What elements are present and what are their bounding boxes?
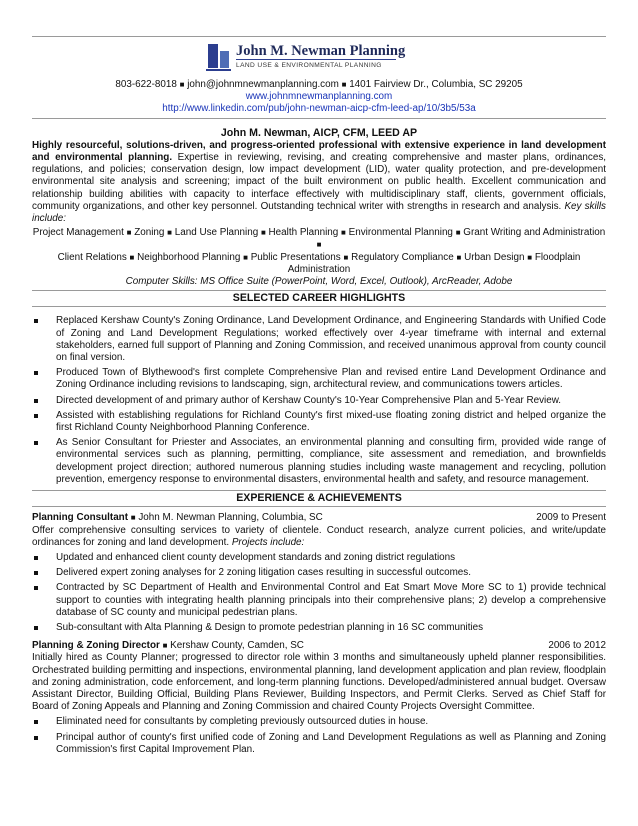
list-item: As Senior Consultant for Priester and Associates, an environmental planning and consulting firm, provided wide range of environmental services such as planning, permitting, compliance, site assessment and remediation, and brownfields development project direction; authored numerous planning studies including waste management and recycling, pollution prevention, emergency response to environmental disasters, environmental health and safety, and resource management. xyxy=(32,437,606,486)
logo-tagline: LAND USE & ENVIRONMENTAL PLANNING xyxy=(236,62,382,69)
website-link[interactable]: www.johnmnewmanplanning.com xyxy=(245,91,393,103)
computer-skills: Computer Skills: MS Office Suite (PowerPoint, Word, Excel, Outlook), ArcReader, Adobe xyxy=(125,276,513,288)
skill: Client Relations xyxy=(57,251,127,263)
list-item: Assisted with establishing regulations for Richland County's first mixed-use floating zoning district and helped organize the first Richland County Neighborhood Planning Conference. xyxy=(32,410,606,434)
experience-title: EXPERIENCE & ACHIEVEMENTS xyxy=(236,492,402,505)
skill: Health Planning xyxy=(268,227,339,239)
job-role: Planning & Zoning Director xyxy=(32,640,160,652)
skill: Urban Design xyxy=(464,251,525,263)
email-link[interactable]: john@johnmnewmanplanning.com xyxy=(187,79,339,90)
summary-lead: Highly resourceful, solutions-driven, and progress-oriented professional with extensive experience in land development and environmental planning. xyxy=(32,139,606,164)
list-item: Directed development of and primary author of Kershaw County's 10-Year Comprehensive Plan and 5-Year Review. xyxy=(32,395,606,407)
highlights-title: SELECTED CAREER HIGHLIGHTS xyxy=(232,292,406,305)
skill: Public Presentations xyxy=(250,251,341,263)
logo-mark-icon xyxy=(206,42,232,72)
top-rule xyxy=(32,36,606,37)
list-item: Delivered expert zoning analyses for 2 zoning litigation cases resulting in successful outcomes. xyxy=(32,567,606,579)
job-description: Initially hired as County Planner; progressed to director role within 3 months and simultaneously upheld planner responsibilities. Orchestrated building permitting and inspections, environmental planning, land development application and plan review, floodplain and zoning administration, code enforcement, and long-term planning functions. Developed/administered annual budget. Oversaw Assistant Director, Building Official, Building Plans Reviewer, Building Inspectors, and Permit Clerks. Served as Chief Staff for Board of Zoning Appeals and Planning and Zoning Commission and chaired County Projects Oversight Committee. xyxy=(32,652,606,713)
job-description: Offer comprehensive consulting services to variety of clientele. Conduct research, analyze current policies, and write/update ordinances for zoning and land development. Projects include: xyxy=(32,524,606,548)
skill: Regulatory Compliance xyxy=(351,251,454,263)
job-org: Kershaw County, Camden, SC xyxy=(170,640,304,652)
job-dates: 2006 to 2012 xyxy=(548,640,606,652)
list-item: Sub-consultant with Alta Planning & Design to promote pedestrian planning in 16 SC communities xyxy=(32,622,606,634)
job-achievements xyxy=(32,552,606,634)
summary xyxy=(32,140,606,225)
list-item: Contracted by SC Department of Health and Environmental Control and Eat Smart Move More SC to 1) provide technical support to counties with integrating health planning principals into their comprehensive plans; 2) develop a comprehensive database of SC county and municipal pedestrian plans. xyxy=(32,582,606,619)
job-achievements xyxy=(32,716,606,756)
list-item: Updated and enhanced client county development standards and zoning district regulations xyxy=(32,552,606,564)
divider xyxy=(32,490,606,491)
list-item: Produced Town of Blythewood's first complete Comprehensive Plan and revised entire Land Development Ordinance and Zoning Ordinance including revisions to landscaping, sign, architectural review, and communications towers articles. xyxy=(32,367,606,391)
skill: Land Use Planning xyxy=(174,227,259,239)
name-title: John M. Newman, AICP, CFM, LEED AP xyxy=(220,126,418,139)
list-item: Principal author of county's first unified code of Zoning and Land Development Regulations as well as Planning and Zoning Commission's first Capital Improvement Plan. xyxy=(32,732,606,756)
company-logo xyxy=(206,42,406,76)
phone: 803-622-8018 xyxy=(115,79,177,90)
skill: Floodplain xyxy=(534,251,581,263)
divider xyxy=(32,118,606,119)
divider xyxy=(32,306,606,307)
list-item: Eliminated need for consultants by completing previously outsourced duties in house. xyxy=(32,716,606,728)
skill: Grant Writing and Administration xyxy=(463,227,606,239)
skills-line-1: Project Management ■ Zoning ■ Land Use Planning ■ Health Planning ■ Environmental Planning ■ Grant Writing and Administration ■ xyxy=(32,227,606,250)
divider xyxy=(32,290,606,291)
skill: Neighborhood Planning xyxy=(137,251,241,263)
job-dates: 2009 to Present xyxy=(536,512,606,524)
highlights-list xyxy=(32,315,606,486)
address: 1401 Fairview Dr., Columbia, SC 29205 xyxy=(349,79,523,90)
divider xyxy=(32,506,606,507)
skill: Environmental Planning xyxy=(348,227,453,239)
list-item: Replaced Kershaw County's Zoning Ordinance, Land Development Ordinance, and Engineering Standards with Unified Code of Zoning and Land Development Regulations; worked effectively over 4-year timeframe with internal and external stakeholders, earned full support of Planning and Zoning Commission, and received unanimous approval from county council on final version. xyxy=(32,315,606,364)
job-org: John M. Newman Planning, Columbia, SC xyxy=(138,512,323,524)
skills-line-3: Administration xyxy=(287,263,351,275)
logo-name: John M. Newman Planning xyxy=(236,43,406,59)
contact-line: 803-622-8018 ■ john@johnmnewmanplanning.com ■ 1401 Fairview Dr., Columbia, SC 29205 xyxy=(115,79,523,90)
skill: Project Management xyxy=(32,227,124,239)
job-header: Planning & Zoning Director ■ Kershaw County, Camden, SC 2006 to 2012 xyxy=(32,640,606,652)
skill: Zoning xyxy=(134,227,165,239)
job-header: Planning Consultant ■ John M. Newman Planning, Columbia, SC 2009 to Present xyxy=(32,512,606,524)
skills-line-2: Client Relations ■ Neighborhood Planning ■ Public Presentations ■ Regulatory Compliance ■ Urban Design ■ Floodplain xyxy=(57,251,581,263)
linkedin-link[interactable]: http://www.linkedin.com/pub/john-newman-aicp-cfm-leed-ap/10/3b5/53a xyxy=(162,103,476,115)
job-role: Planning Consultant xyxy=(32,512,129,524)
summary-body: Expertise in reviewing, revising, and creating comprehensive and master plans, ordinances, regulations, and policies; conservation design, low impact development (LID), water quality protection, and pre-development environmental site analysis and screening; impact of the built environment on public health. Excellent communication and relationship building abilities with capacity to interface effectively with multidisciplinary staff, clients, government officials, community organizations, and other key personnel. Outstanding technical writer with strengths in research and analysis. xyxy=(32,152,607,212)
skills-lead: Key skills include: xyxy=(32,200,606,225)
